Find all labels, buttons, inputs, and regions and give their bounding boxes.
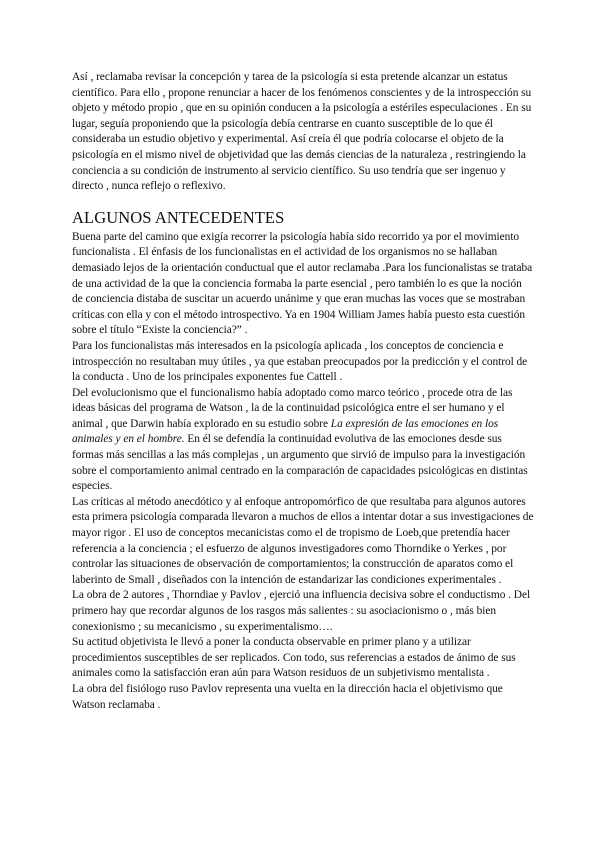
paragraph-psicologia-aplicada: Para los funcionalistas más interesados en la psicología aplicada , los conceptos de conciencia e introspección no resultaban muy útiles , ya que estaban preocupados por la predicción y el control de la conducta . Uno de los principales exponentes fue Cattell . <box>72 339 528 384</box>
paragraph-criticas: Las críticas al método anecdótico y al enfoque antropomórfico de que resultaba para algunos autores esta primera psicología comparada llevaron a muchos de ellos a intentar dotar a sus investigaciones de mayor rigor . El uso de conceptos mecanicistas como el de tropismo de Loeb,que pretendía hacer referencia a la conciencia ; el esfuerzo de algunos investigadores como Thorndike o Yerkes , por controlar las situaciones de observación de comportamientos; la construcción de aparatos como el laberinto de Small , diseñados con la intención de estandarizar las condiciones experimentales . <box>72 495 534 586</box>
document-page <box>72 70 534 713</box>
paragraph-evolucionismo-text-1: Del evolucionismo que el funcionalismo había adoptado como marco teórico , procede otra de las ideas básicas del programa de Watson , la de la continuidad psicológica entre el ser humano y el animal , que Darwin había explorado en su estudio sobre <box>72 386 513 430</box>
paragraph-funcionalismo: Buena parte del camino que exigía recorrer la psicología había sido recorrido ya por el movimiento funcionalista . El énfasis de los funcionalistas en el actividad de los organismos no se hallaban demasiado lejos de la orientación conductual que el autor reclamaba .Para los funcionalistas se trataba de una actividad de la que la conciencia formaba la parte esencial , pero también lo es que la noción de conciencia distaba de suscitar un acuerdo unánime y que eran muchas las voces que se mostraban críticas con ella y con el método introspectivo. Ya en 1904 William James había puesto esta cuestión sobre el título “Existe la conciencia?” . <box>72 230 533 337</box>
book-title-italic: La expresión de las emociones en los animales y en el hombre. <box>72 417 499 446</box>
section-heading: ALGUNOS ANTECEDENTES <box>72 207 285 227</box>
paragraph-evolucionismo <box>72 386 534 495</box>
paragraph-thorndike-pavlov: La obra de 2 autores , Thorndiae y Pavlov , ejerció una influencia decisiva sobre el conductismo . Del primero hay que recordar algunos de los rasgos más salientes : su asociacionismo o , más bien conexionismo ; su mecanicismo , su experimentalismo…. <box>72 589 531 633</box>
paragraph-pavlov: La obra del fisiólogo ruso Pavlov representa una vuelta en la dirección hacia el objetivismo que Watson reclamaba . <box>72 682 503 711</box>
paragraph-actitud-objetivista: Su actitud objetivista le llevó a poner la conducta observable en primer plano y a utilizar procedimientos susceptibles de ser replicados. Con todo, sus referencias a estados de ánimo de sus animales como la satisfacción eran aún para Watson residuos de un subjetivismo mentalista . <box>72 636 516 680</box>
paragraph-evolucionismo-text-2: En él se defendía la continuidad evolutiva de las emociones desde sus formas más sencillas a las más complejas , un argumento que sirvió de impulso para la investigación sobre el comportamiento animal centrado en la comparación de capacidades psicológicas en distintas especies. <box>72 433 528 493</box>
intro-paragraph: Así , reclamaba revisar la concepción y tarea de la psicología si esta pretende alcanzar un estatus científico. Para ello , propone renunciar a hacer de los fenómenos conscientes y de la introspección su objeto y método propio , que en su opinión conducen a la psicología a estériles especulaciones . En su lugar, seguía proponiendo que la psicología debía centrarse en cuanto susceptible de lo que él consideraba un estudio objetivo y experimental. Así creía él que podría colocarse el objeto de la psicología en el mismo nivel de objetividad que las demás ciencias de la naturaleza , restringiendo la conciencia a su condición de instrumento al servicio científico. Su uso tendría que ser ingenuo y directo , nunca reflejo o reflexivo. <box>72 71 532 193</box>
